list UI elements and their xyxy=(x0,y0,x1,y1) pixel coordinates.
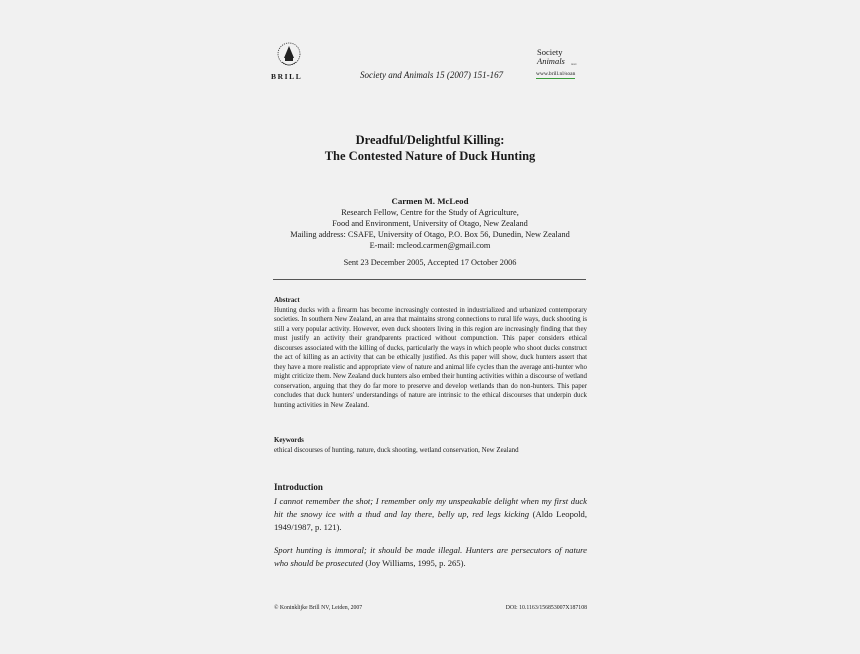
journal-logo-line1: Society xyxy=(537,47,563,57)
quote-2-citation: (Joy Williams, 1995, p. 265). xyxy=(365,558,466,568)
submission-dates: Sent 23 December 2005, Accepted 17 October 2006 xyxy=(343,258,517,267)
copyright-notice: © Koninklijke Brill NV, Leiden, 2007 xyxy=(274,605,363,611)
journal-url[interactable]: www.brill.nl/soan xyxy=(536,71,576,77)
title-line-2: The Contested Nature of Duck Hunting xyxy=(324,149,536,163)
author-block xyxy=(260,196,600,251)
page-footer xyxy=(274,605,587,611)
quote-1-citation: (Aldo Leopold, 1949/1987, p. 121). xyxy=(274,509,587,532)
journal-logo-small: ISSN xyxy=(571,63,577,66)
keywords-section xyxy=(274,436,587,455)
author-affiliation-1: Research Fellow, Centre for the Study of Agriculture, xyxy=(341,208,519,217)
quote-2-text: Sport hunting is immoral; it should be made illegal. Hunters are persecutors of nature who should be prosecuted xyxy=(274,545,587,568)
paper-page xyxy=(260,30,600,630)
abstract-heading: Abstract xyxy=(274,297,300,304)
author-name: Carmen M. McLeod xyxy=(391,196,469,206)
abstract-section xyxy=(274,296,587,410)
keywords-body: ethical discourses of hunting, nature, duck shooting, wetland conservation, New Zealand xyxy=(274,446,519,454)
paper-title xyxy=(260,132,600,164)
author-affiliation-2: Food and Environment, University of Otago, New Zealand xyxy=(332,219,528,228)
divider-rule xyxy=(273,279,586,280)
abstract-body: Hunting ducks with a firearm has become increasingly contested in industrialized and urbanized contemporary societies. In southern New Zealand, an area that maintains strong connections to rural life ways, duck shooting is still a very popular activity. However, even duck shooters living in this region are increasingly finding that they must justify an activity their grandparents practiced without compunction. This paper considers ethical discourses associated with the killing of ducks, particularly the ways in which people who shoot ducks construct the act of killing as an activity that can be ethically justified. As this paper will show, duck hunters assert that they have a more realistic and appropriate view of nature and animal life cycles than the average anti-hunter who might criticize them. New Zealand duck hunters also embed their hunting activities within a discourse of wetland conservation, arguing that they do far more to preserve and develop wetlands than do non-hunters. This paper concludes that duck hunters' understandings of nature are intrinsic to the ethical discourses that underpin duck hunting activities in New Zealand. xyxy=(274,306,587,409)
publisher-name: BRILL xyxy=(271,72,303,81)
epigraph-quote-1 xyxy=(274,495,587,534)
title-line-1: Dreadful/Delightful Killing: xyxy=(355,133,505,147)
introduction-heading: Introduction xyxy=(274,482,323,492)
author-email[interactable]: E-mail: mcleod.carmen@gmail.com xyxy=(369,241,491,250)
journal-reference: Society and Animals 15 (2007) 151-167 xyxy=(360,70,504,80)
journal-logo-line2: Animals xyxy=(537,56,565,66)
epigraph-quote-2 xyxy=(274,544,587,570)
quote-1-text: I cannot remember the shot; I remember only my unspeakable delight when my first duck hit the snowy ice with a thud and lay there, belly up, red legs kicking xyxy=(274,496,587,519)
doi: DOI: 10.1163/156853007X187108 xyxy=(505,605,587,611)
author-mailing-address: Mailing address: CSAFE, University of Otago, P.O. Box 56, Dunedin, New Zealand xyxy=(290,230,570,239)
page-header xyxy=(260,30,600,90)
introduction-section xyxy=(274,481,587,580)
keywords-heading: Keywords xyxy=(274,437,304,444)
brill-emblem-icon xyxy=(274,40,304,74)
